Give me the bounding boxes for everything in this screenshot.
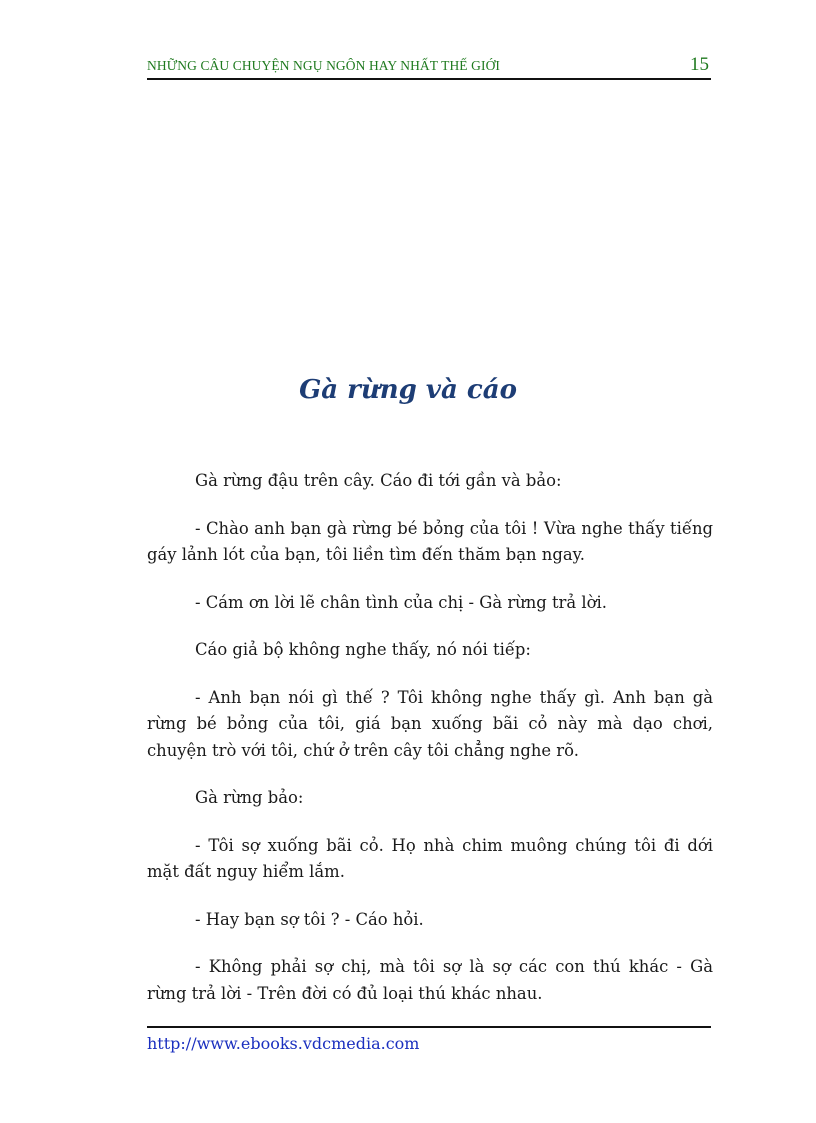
page-header [147,52,711,80]
paragraph: Cáo giả bộ không nghe thấy, nó nói tiếp: [195,640,531,659]
page-number: 15 [690,54,709,75]
footer-website-link[interactable]: http://www.ebooks.vdcmedia.com [147,1034,420,1053]
paragraph: - Cám ơn lời lẽ chân tình của chị - Gà rừng trả lời. [195,592,607,612]
paragraph: - Chào anh bạn gà rừng bé bỏng của tôi ! Vừa nghe thấy tiếng gáy lảnh lót của bạn, tôi liền tìm đến thăm bạn ngay. [147,518,713,564]
story-body [147,468,713,1028]
paragraph: - Không phải sợ chị, mà tôi sợ là sợ các con thú khác - Gà rừng trả lời - Trên đời có đủ loại thú khác nhau. [147,957,713,1003]
footer-divider [147,1026,711,1028]
book-title: NHỮNG CÂU CHUYỆN NGỤ NGÔN HAY NHẤT THẾ GIỚI [147,58,501,73]
paragraph: Gà rừng bảo: [195,788,304,807]
story-title: Gà rừng và cáo [299,375,517,405]
paragraph: - Tôi sợ xuống bãi cỏ. Họ nhà chim muông chúng tôi đi dới mặt đất nguy hiểm lắm. [147,835,713,881]
paragraph: - Hay bạn sợ tôi ? - Cáo hỏi. [195,909,424,929]
paragraph: Gà rừng đậu trên cây. Cáo đi tới gần và bảo: [195,471,562,490]
paragraph: - Anh bạn nói gì thế ? Tôi không nghe thấy gì. Anh bạn gà rừng bé bỏng của tôi, giá bạn xuống bãi cỏ này mà dạo chơi, chuyện trò với tôi, chứ ở trên cây tôi chẳng nghe rõ. [147,687,713,760]
